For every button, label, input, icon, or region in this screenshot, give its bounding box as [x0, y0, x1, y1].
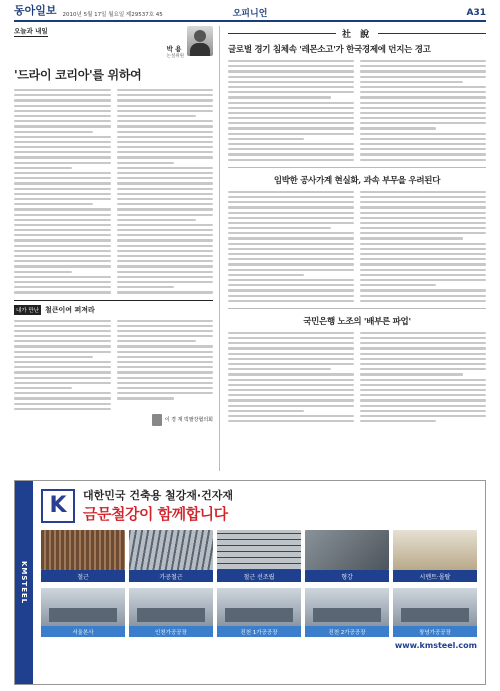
facility-row [41, 588, 477, 637]
product-item [217, 530, 301, 582]
brand-logo-icon: K [41, 489, 75, 523]
product-label: 가공철근 [129, 570, 213, 582]
issue-date: 2010년 5월 17일 월요일 제29537호 45 [62, 12, 163, 18]
processed-rebar-image-icon [129, 530, 213, 570]
product-row [41, 530, 477, 582]
facility-label: 진천 1가공공장 [217, 626, 301, 637]
editorial-area [220, 26, 486, 471]
byline-text: 이 경 재 빅팔강협의회 [164, 417, 213, 424]
facility-item [129, 588, 213, 637]
building-image-icon [41, 588, 125, 626]
page-number: A31 [466, 8, 486, 18]
column-label: 오늘과 내일 [14, 27, 48, 35]
ad-website: www.kmsteel.com [394, 641, 477, 650]
rebar-image-icon [41, 530, 125, 570]
section-name: 오피니언 [232, 9, 268, 19]
advertisement [14, 480, 486, 685]
byline-photo [152, 414, 162, 426]
product-label: 형강 [305, 570, 389, 582]
product-item [129, 530, 213, 582]
ad-headline: 금문철강이 함께합니다 [83, 505, 228, 523]
product-label: 철근 선조립 [217, 570, 301, 582]
product-item [393, 530, 477, 582]
editorial-body-3 [228, 332, 486, 422]
product-item [41, 530, 125, 582]
divider [228, 33, 336, 34]
author-name: 박 용 [166, 45, 182, 53]
column-body [14, 89, 213, 294]
ad-side-text: KMSTEEL [20, 560, 28, 605]
ad-tagline: 대한민국 건축용 철강재·건자재 [83, 489, 233, 502]
ad-side-band [15, 481, 33, 684]
product-label: 철근 [41, 570, 125, 582]
cement-bag-image-icon [393, 530, 477, 570]
editorial-title-2: 임박한 공사가계 현실화, 과속 부무을 우려된다 [273, 175, 441, 186]
sub-column-body [14, 320, 213, 410]
divider [378, 33, 486, 34]
sub-column-title: 철큰이여 퍼져라 [45, 304, 95, 314]
factory-image-icon [129, 588, 213, 626]
paper-name: 동아일보 [14, 4, 57, 17]
product-item [305, 530, 389, 582]
sub-column-byline [14, 414, 213, 426]
factory-image-icon [393, 588, 477, 626]
facility-label: 인천가공공장 [129, 626, 213, 637]
factory-image-icon [305, 588, 389, 626]
facility-item [393, 588, 477, 637]
editorial-body-2 [228, 191, 486, 302]
editorial-body-1 [228, 60, 486, 161]
sub-column-header [14, 300, 213, 315]
factory-image-icon [217, 588, 301, 626]
column-headline: '드라이 코리아'를 위하여 [14, 68, 142, 82]
product-label: 시멘트·몰탈 [393, 570, 477, 582]
facility-label: 창녕가공공장 [393, 626, 477, 637]
facility-item [41, 588, 125, 637]
author-box [167, 26, 213, 59]
facility-item [305, 588, 389, 637]
column-area [14, 26, 220, 471]
rebar-cage-image-icon [217, 530, 301, 570]
editorial-title-1: 글로벌 경기 침체속 '레몬소고'가 한국경제에 던지는 경고 [228, 45, 431, 55]
editorial-label: 社 說 [341, 29, 373, 40]
editorial-title-3: 국민은행 노조의 '배부른 파업' [303, 316, 411, 327]
steel-beam-image-icon [305, 530, 389, 570]
sub-column-label: 내가 만난 [14, 305, 41, 315]
facility-item [217, 588, 301, 637]
author-title: 논설위원 [166, 54, 184, 59]
facility-label: 진천 2가공공장 [305, 626, 389, 637]
facility-label: 서울본사 [41, 626, 125, 637]
masthead [14, 0, 486, 22]
author-photo [187, 26, 213, 56]
editorial-header [228, 26, 486, 40]
